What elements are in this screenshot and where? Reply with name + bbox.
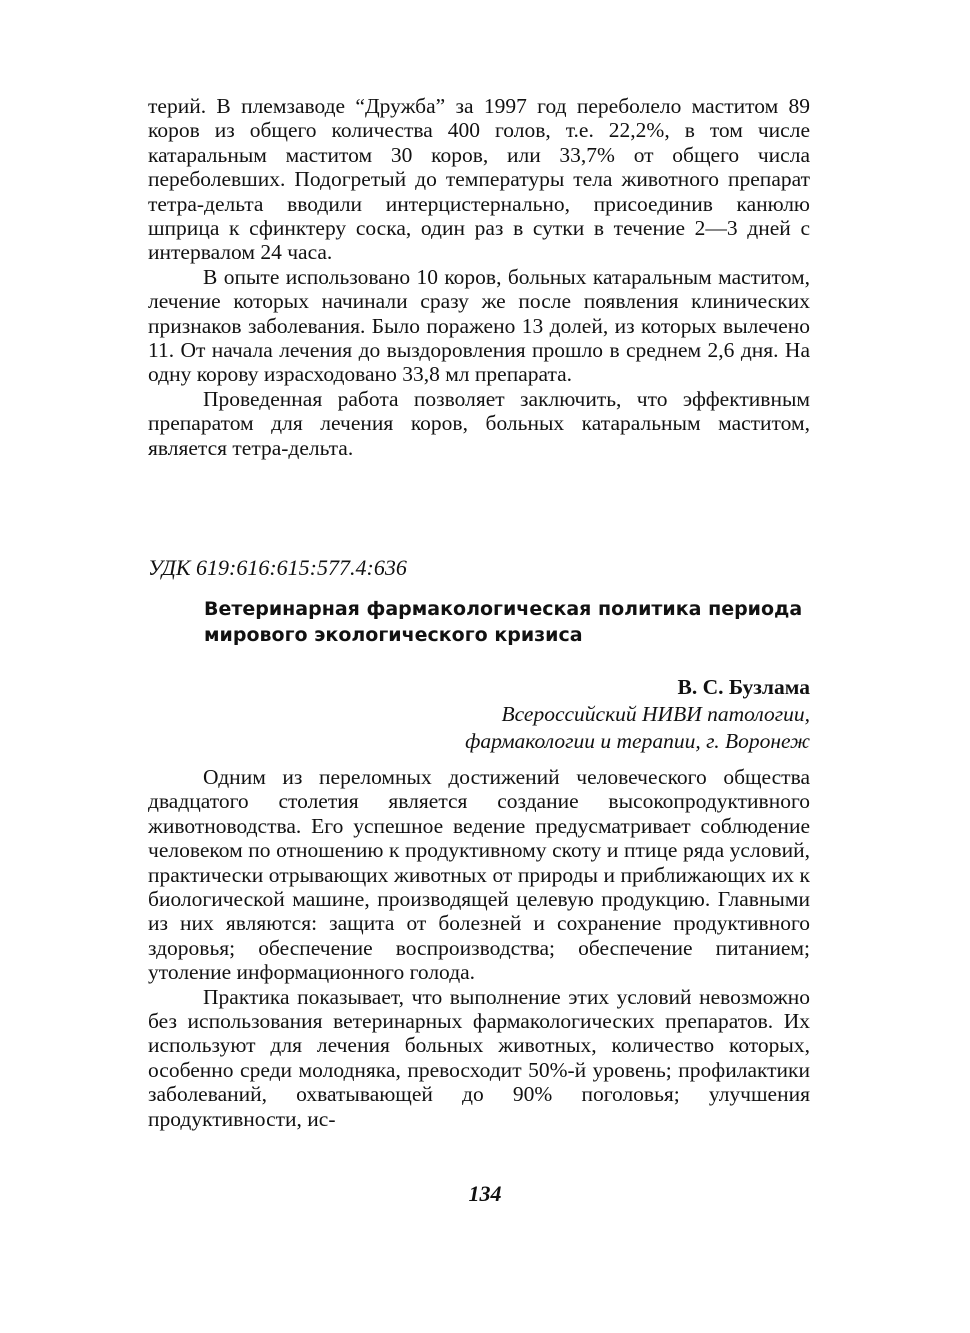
paragraph: Практика показывает, что выполнение этих условий невозможно без использования ветеринарных фармакологических препаратов. Их используют для лечения больных животных, количество которых, особенно среди молодняка, превосходит 50%-й уровень; профилактики заболеваний, охватывающей до 90% поголовья; улучшения продуктивности, ис- <box>148 984 810 1131</box>
udk-code: УДК 619:616:615:577.4:636 <box>148 555 407 580</box>
page-number: 134 <box>468 1181 502 1206</box>
paragraph: В опыте использовано 10 коров, больных катаральным маститом, лечение которых начинали сразу же после появления клинических признаков заболевания. Было поражено 13 долей, из которых вылечено 11. От начала лечения до выздоровления прошло в среднем 2,6 дня. На одну корову израсходовано 33,8 мл препарата. <box>148 264 810 387</box>
affiliation-line: Всероссийский НИВИ патологии, <box>501 702 810 726</box>
author-name: В. С. Бузлама <box>677 675 810 699</box>
author-block <box>465 674 810 755</box>
article-title: Ветеринарная фармакологическая политика периода мирового экологического кризиса <box>204 598 803 646</box>
affiliation-line: фармакологии и терапии, г. Воронеж <box>465 729 810 753</box>
paragraph: терий. В племзаводе “Дружба” за 1997 год переболело маститом 89 коров из общего количества 400 голов, т.е. 22,2%, в том числе катаральным маститом 30 коров, или 33,7% от общего числа переболевших. Подогретый до температуры тела животного препарат тетра-дельта вводили интерцистернально, присоединив канюлю шприца к сфинктеру соска, один раз в сутки в течение 2—3 дней с интервалом 24 часа. <box>148 94 810 265</box>
paragraph: Одним из переломных достижений человеческого общества двадцатого столетия является создание высокопродуктивного животноводства. Его успешное ведение предусматривает соблюдение человеком по отношению к продуктивному скоту и птице ряда условий, практически отрывающих животных от природы и приближающих их к биологической машине, производящей целевую продукцию. Главными из них являются: защита от болезней и сохранение продуктивного здоровья; обеспечение воспроизводства; обеспечение питанием; утоление информационного голода. <box>148 765 810 985</box>
paragraph: Проведенная работа позволяет заключить, что эффективным препаратом для лечения коров, больных катаральным маститом, является тетра-дельта. <box>148 386 810 460</box>
article-body <box>148 765 810 1131</box>
previous-article-ending <box>148 94 810 460</box>
